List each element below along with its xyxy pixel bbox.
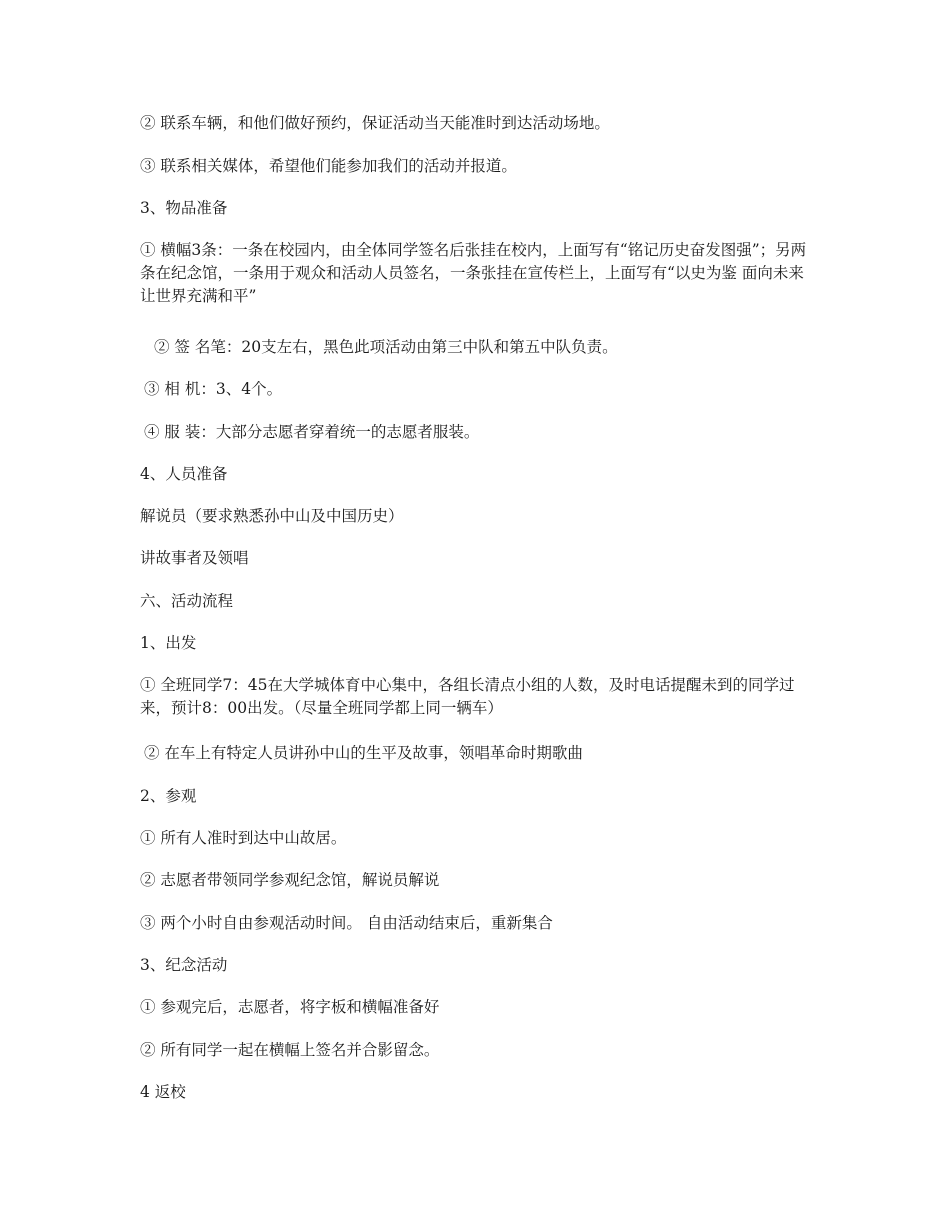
item-clothing: ④ 服 装：大部分志愿者穿着统一的志愿者服装。 <box>144 423 480 441</box>
heading-supplies: 3、物品准备 <box>140 199 228 217</box>
item-guide: 解说员（要求熟悉孙中山及中国历史） <box>140 507 404 525</box>
item-contact-media: ③ 联系相关媒体，希望他们能参加我们的活动并报道。 <box>140 157 517 175</box>
item-tour: ② 志愿者带领同学参观纪念馆，解说员解说 <box>140 871 440 889</box>
heading-memorial: 3、纪念活动 <box>140 956 228 974</box>
item-sign-photo: ② 所有同学一起在横幅上签名并合影留念。 <box>140 1041 440 1059</box>
item-contact-vehicles: ② 联系车辆，和他们做好预约，保证活动当天能准时到达活动场地。 <box>140 114 610 132</box>
item-bus-stories: ② 在车上有特定人员讲孙中山的生平及故事，领唱革命时期歌曲 <box>144 744 583 762</box>
item-arrive: ① 所有人准时到达中山故居。 <box>140 829 347 847</box>
item-pens: ② 签 名笔：20支左右，黑色此项活动由第三中队和第五中队负责。 <box>154 338 618 356</box>
item-free-time: ③ 两个小时自由参观活动时间。 自由活动结束后，重新集合 <box>140 914 553 932</box>
heading-depart: 1、出发 <box>140 634 197 652</box>
heading-personnel: 4、人员准备 <box>140 465 228 483</box>
heading-visit: 2、参观 <box>140 787 197 805</box>
heading-return: 4 返校 <box>140 1083 186 1101</box>
item-banners: ① 横幅3条：一条在校园内，由全体同学签名后张挂在校内，上面写有“铭记历史奋发图强”；另两条在纪念馆，一条用于观众和活动人员签名，一条张挂在宣传栏上，上面写有“以史为鉴 面向未来 让世界充满和平” <box>140 241 807 305</box>
item-prepare-banners: ① 参观完后，志愿者，将字板和横幅准备好 <box>140 998 440 1016</box>
item-gather: ① 全班同学7：45在大学城体育中心集中，各组长清点小组的人数，及时电话提醒未到的同学过来，预计8：00出发。（尽量全班同学都上同一辆车） <box>140 676 795 717</box>
item-cameras: ③ 相 机：3、4个。 <box>144 380 283 398</box>
heading-process: 六、活动流程 <box>140 592 234 610</box>
item-storyteller: 讲故事者及领唱 <box>140 549 249 567</box>
